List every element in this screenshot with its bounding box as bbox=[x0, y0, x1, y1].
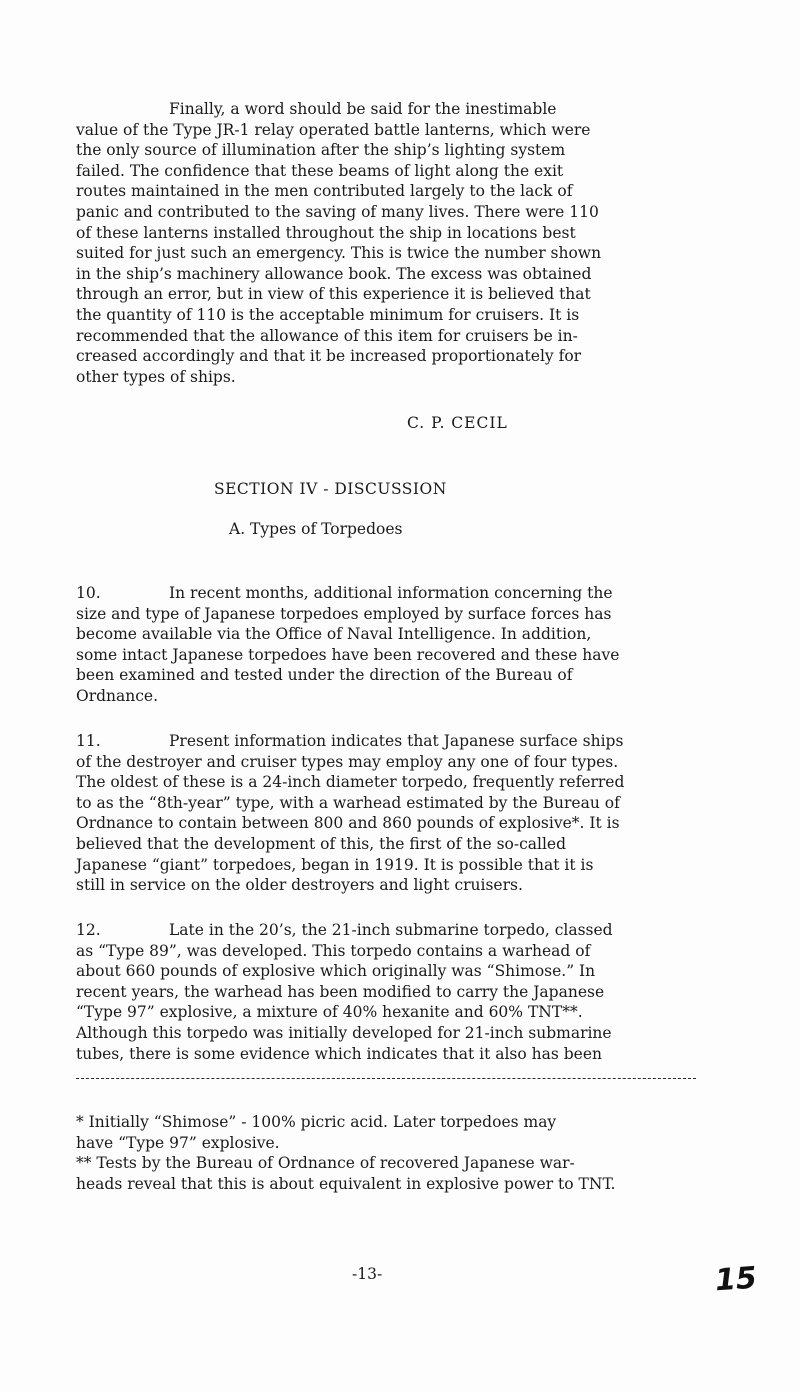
intro-line: failed. The confidence that these beams of light along the exit bbox=[76, 161, 564, 180]
paragraph-line: of the destroyer and cruiser types may employ any one of four types. bbox=[76, 752, 619, 771]
paragraph-line: “Type 97” explosive, a mixture of 40% hexanite and 60% TNT**. bbox=[76, 1003, 583, 1022]
paragraph-line: 11. Present information indicates that Japanese surface ships bbox=[76, 732, 624, 750]
paragraph-12 bbox=[76, 920, 716, 1064]
paragraph-number: 12. bbox=[76, 921, 101, 939]
intro-line: creased accordingly and that it be increased proportionately for bbox=[76, 347, 582, 366]
paragraph-line: still in service on the older destroyers and light cruisers. bbox=[76, 876, 523, 895]
page-number: -13- bbox=[352, 1265, 383, 1283]
paragraph-line: some intact Japanese torpedoes have been recovered and these have bbox=[76, 645, 620, 664]
intro-line: suited for just such an emergency. This is twice the number shown bbox=[76, 244, 602, 263]
footnote-divider bbox=[76, 1078, 696, 1079]
paragraph-line: Although this torpedo was initially developed for 21-inch submarine bbox=[76, 1023, 612, 1042]
paragraph-line: The oldest of these is a 24-inch diameter torpedo, frequently referred bbox=[76, 773, 625, 792]
paragraph-line: Japanese “giant” torpedoes, began in 1919. It is possible that it is bbox=[76, 855, 594, 874]
intro-line: through an error, but in view of this experience it is believed that bbox=[76, 285, 591, 304]
paragraph-line: size and type of Japanese torpedoes employed by surface forces has bbox=[76, 604, 612, 623]
paragraph-line: believed that the development of this, the first of the so-called bbox=[76, 834, 567, 853]
paragraph-line: to as the “8th-year” type, with a warhead estimated by the Bureau of bbox=[76, 793, 620, 812]
intro-line: recommended that the allowance of this item for cruisers be in- bbox=[76, 326, 578, 345]
paragraph-number: 10. bbox=[76, 584, 101, 602]
intro-line: Finally, a word should be said for the inestimable bbox=[169, 100, 557, 118]
intro-line: of these lanterns installed throughout the ship in locations best bbox=[76, 223, 576, 242]
intro-line: other types of ships. bbox=[76, 367, 236, 386]
section-heading: SECTION IV - DISCUSSION bbox=[214, 480, 447, 498]
footnote-line: ** Tests by the Bureau of Ordnance of recovered Japanese war- bbox=[76, 1154, 575, 1173]
paragraph-line: about 660 pounds of explosive which originally was “Shimose.” In bbox=[76, 962, 596, 981]
footnote-line: heads reveal that this is about equivalent in explosive power to TNT. bbox=[76, 1174, 616, 1193]
footnote-line: have “Type 97” explosive. bbox=[76, 1133, 280, 1152]
footnotes bbox=[76, 1112, 716, 1194]
paragraph-10 bbox=[76, 583, 716, 707]
signature: C. P. CECIL bbox=[407, 414, 508, 432]
intro-line: the quantity of 110 is the acceptable minimum for cruisers. It is bbox=[76, 305, 580, 324]
footnote-line: * Initially “Shimose” - 100% picric acid. Later torpedoes may bbox=[76, 1113, 557, 1131]
sub-heading: A. Types of Torpedoes bbox=[229, 520, 403, 538]
paragraph-11 bbox=[76, 731, 716, 896]
intro-line: panic and contributed to the saving of many lives. There were 110 bbox=[76, 202, 599, 221]
paragraph-line: become available via the Office of Naval Intelligence. In addition, bbox=[76, 625, 592, 644]
intro-line: routes maintained in the men contributed largely to the lack of bbox=[76, 182, 573, 201]
intro-paragraph bbox=[76, 99, 716, 387]
paragraph-line: tubes, there is some evidence which indicates that it also has been bbox=[76, 1044, 602, 1063]
paragraph-line: recent years, the warhead has been modified to carry the Japanese bbox=[76, 982, 605, 1001]
paragraph-line: Ordnance. bbox=[76, 686, 159, 705]
intro-line: in the ship’s machinery allowance book. The excess was obtained bbox=[76, 264, 592, 283]
paragraph-line: 12. Late in the 20’s, the 21-inch submarine torpedo, classed bbox=[76, 921, 613, 939]
handwritten-page-number: 15 bbox=[713, 1260, 758, 1299]
paragraph-line: been examined and tested under the direction of the Bureau of bbox=[76, 666, 573, 685]
paragraph-number: 11. bbox=[76, 732, 101, 750]
paragraph-line: 10. In recent months, additional information concerning the bbox=[76, 584, 613, 602]
paragraph-line: Ordnance to contain between 800 and 860 pounds of explosive*. It is bbox=[76, 814, 620, 833]
paragraph-line: as “Type 89”, was developed. This torpedo contains a warhead of bbox=[76, 941, 591, 960]
intro-line: value of the Type JR-1 relay operated battle lanterns, which were bbox=[76, 120, 591, 139]
intro-line: the only source of illumination after the ship’s lighting system bbox=[76, 141, 566, 160]
